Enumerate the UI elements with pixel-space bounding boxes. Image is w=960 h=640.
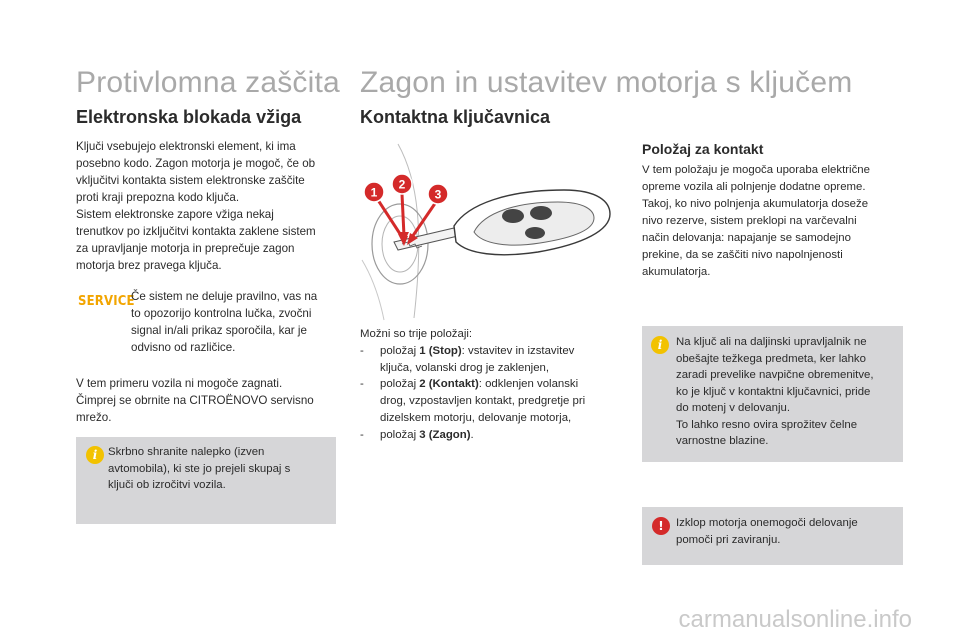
contact-text: V tem položaju je mogoča uporaba električne opreme vozila ali polnjenje dodatne opreme. Takoj, ko nivo polnjenja akumulatorja doseže nivo rezerve, sistem preklopi na varčevalni način delovanja: napajanje se samodejno prekine, da se zaščiti nivo napolnjenosti akumulatorja. bbox=[642, 164, 870, 278]
position-item: - položaj 3 (Zagon). bbox=[360, 427, 620, 444]
info-icon: i bbox=[86, 446, 104, 464]
ignition-key-illustration bbox=[358, 140, 620, 322]
service-logo: SERVICE bbox=[78, 294, 135, 309]
left-section-heading: Elektronska blokada vžiga bbox=[76, 107, 302, 127]
position-1-number: 1 bbox=[370, 185, 378, 200]
unlock-button-icon bbox=[530, 206, 552, 220]
left-page-title: Protivlomna zaščita bbox=[76, 66, 340, 99]
left-intro-text: Ključi vsebujejo elektronski element, ki ima posebno kodo. Zagon motorja je mogoč, če ob vključitvi kontakta sistem elektronske zaščite proti kraji prepozna kodo ključa. Sistem elektronske zapore vžiga nekaj trenutkov po izključitvi kontakta zaklene sistem za upravljanje motorja in preprečuje zagon motorja brez pravega ključa. bbox=[76, 140, 316, 272]
position-item: - položaj 1 (Stop): vstavitev in izstavitev ključa, volanski drog je zaklenjen, bbox=[360, 343, 620, 377]
service-text: Če sistem ne deluje pravilno, vas na to opozorijo kontrolna lučka, zvočni signal in/ali prikaz sporočila, kar je odvisno od različice. bbox=[131, 290, 318, 354]
position-2-arrow bbox=[402, 194, 404, 236]
left-info-box bbox=[76, 437, 336, 524]
warning-text: Izklop motorja onemogoči delovanje pomoči pri zaviranju. bbox=[676, 517, 858, 546]
boot-button-icon bbox=[525, 227, 545, 239]
position-2-number: 2 bbox=[398, 177, 406, 192]
position-3-number: 3 bbox=[434, 187, 442, 202]
left-info-text: Skrbno shranite nalepko (izven avtomobila), ki ste jo prejeli skupaj s ključi ob izročitvi vozila. bbox=[108, 446, 291, 491]
lock-button-icon bbox=[502, 209, 524, 223]
key-positions: Možni so trije položaji: - položaj 1 (Stop): vstavitev in izstavitev ključa, volanski drog je zaklenjen, - položaj 2 (Kontakt): odklenjen volanski drog, vzpostavljen kontakt, predgretje pri dizelskem motorju, delovanje motorja, - položaj 3 (Zagon). bbox=[360, 326, 620, 444]
right-info-box bbox=[642, 326, 903, 462]
dashboard-line bbox=[362, 260, 384, 320]
watermark: carmanualsonline.info bbox=[678, 606, 912, 633]
info-icon: i bbox=[651, 336, 669, 354]
right-info-text: Na ključ ali na daljinski upravljalnik ne obešajte težkega predmeta, ker lahko zaradi prevelike navpične obremenitve, ko je ključ v kontaktni ključavnici, pride do motenj v delovanju. To lahko resno ovira sprožitev čelne varnostne blazine. bbox=[676, 336, 874, 447]
exclamation-icon: ! bbox=[652, 517, 670, 535]
warning-box bbox=[642, 507, 903, 565]
contact-heading: Položaj za kontakt bbox=[642, 141, 764, 157]
position-item: - položaj 2 (Kontakt): odklenjen volanski drog, vzpostavljen kontakt, predgretje pri dizelskem motorju, delovanje motorja, bbox=[360, 376, 620, 426]
right-page-title: Zagon in ustavitev motorja s ključem bbox=[360, 66, 853, 99]
right-section-heading: Kontaktna ključavnica bbox=[360, 107, 551, 127]
left-followup-text: V tem primeru vozila ni mogoče zagnati. Čimprej se obrnite na CITROËNOVO servisno mrežo. bbox=[76, 377, 314, 424]
